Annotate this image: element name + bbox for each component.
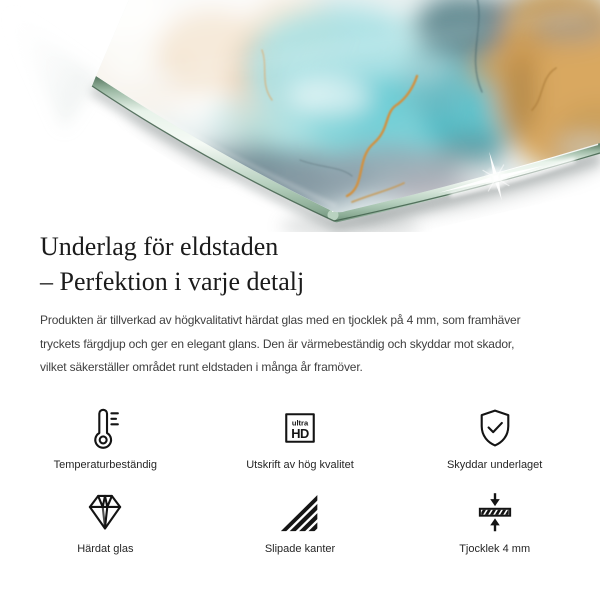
- section-title-line2: – Perfektion i varje detalj: [40, 267, 305, 296]
- feature-label: Utskrift av hög kvalitet: [246, 459, 354, 471]
- feature-label: Skyddar underlaget: [446, 459, 543, 471]
- description-line: tryckets färgdjup och ger en elegant glans. Den är värmebeständig och skyddar mot skador,: [40, 336, 515, 351]
- product-description: [40, 309, 520, 380]
- feature-temperature-resistant: [8, 406, 203, 472]
- thermometer-icon: [83, 406, 127, 450]
- feature-tempered-glass: [8, 490, 203, 556]
- feature-label: Slipade kanter: [264, 543, 336, 555]
- ultra-hd-icon: [278, 406, 322, 450]
- ultra-hd-text-top: ultra: [291, 418, 309, 428]
- feature-label: Temperaturbeständig: [53, 459, 157, 471]
- description-line: Produkten är tillverkad av högkvalitativt härdat glas med en tjocklek på 4 mm, som framhäver: [40, 313, 521, 327]
- feature-label: Härdat glas: [77, 543, 134, 555]
- feature-protects-floor: [397, 406, 592, 472]
- shield-check-icon: [473, 406, 517, 450]
- feature-label: Tjocklek 4 mm: [459, 543, 531, 555]
- section-title: [40, 229, 304, 299]
- thickness-arrows-icon: [473, 490, 517, 534]
- ultra-hd-text-bottom: HD: [291, 426, 309, 442]
- feature-polished-edges: [203, 490, 398, 556]
- feature-print-quality: [203, 406, 398, 472]
- feature-grid: [8, 406, 592, 556]
- beveled-edges-icon: [278, 490, 322, 534]
- corner-light-glare: [4, 6, 98, 130]
- section-title-line1: Underlag för eldstaden: [40, 232, 279, 261]
- diamond-icon: [83, 490, 127, 534]
- feature-thickness: [397, 490, 592, 556]
- product-photo-glass-panel: [0, 0, 600, 232]
- description-line: vilket säkerställer området runt eldstaden i många år framöver.: [40, 360, 363, 374]
